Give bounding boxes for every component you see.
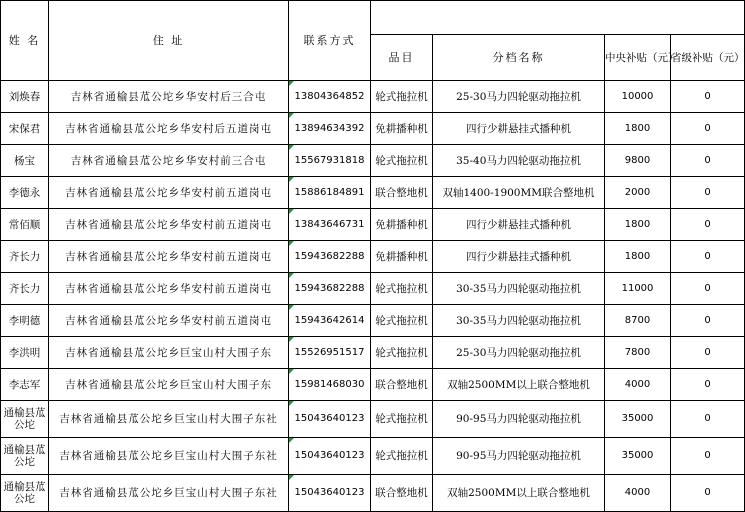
cell-phone — [289, 438, 371, 475]
cell-central: 7800 — [605, 337, 671, 369]
cell-model: 25-30马力四轮驱动拖拉机 — [433, 337, 605, 369]
phone-text: 15567931818 — [294, 154, 365, 166]
cell-phone — [289, 475, 371, 512]
cell-phone — [289, 337, 371, 369]
header-address: 住 址 — [49, 1, 289, 81]
cell-model: 90-95马力四轮驱动拖拉机 — [433, 438, 605, 475]
phone-text: 15043640123 — [294, 450, 365, 461]
cell-model: 双轴2500MM以上联合整地机 — [433, 475, 605, 512]
cell-address: 吉林省通榆县苽公坨乡华安村前三合屯 — [49, 145, 289, 177]
cell-model: 35-40马力四轮驱动拖拉机 — [433, 145, 605, 177]
cell-provincial: 0 — [671, 401, 745, 438]
cell-model: 25-30马力四轮驱动拖拉机 — [433, 81, 605, 113]
comment-marker-icon — [289, 241, 294, 246]
cell-name: 李志军 — [1, 369, 49, 401]
cell-provincial: 0 — [671, 337, 745, 369]
cell-phone — [289, 305, 371, 337]
cell-category: 轮式拖拉机 — [371, 401, 433, 438]
cell-address: 吉林省通榆县苽公坨乡巨宝山村大围子东 — [49, 337, 289, 369]
cell-address: 吉林省通榆县苽公坨乡华安村前五道岗屯 — [49, 209, 289, 241]
comment-marker-icon — [289, 438, 294, 443]
cell-address: 吉林省通榆县苽公坨乡华安村后五道岗屯 — [49, 113, 289, 145]
cell-central: 35000 — [605, 401, 671, 438]
cell-name: 通榆县苽公坨 — [1, 438, 49, 475]
cell-name: 通榆县苽公坨 — [1, 475, 49, 512]
cell-central: 1800 — [605, 241, 671, 273]
cell-central: 4000 — [605, 369, 671, 401]
comment-marker-icon — [289, 475, 294, 480]
cell-central: 35000 — [605, 438, 671, 475]
phone-text: 15043640123 — [294, 413, 365, 424]
header-provincial: 省级补贴（元） — [671, 35, 745, 81]
comment-marker-icon — [289, 145, 294, 150]
cell-central: 2000 — [605, 177, 671, 209]
phone-text: 15043640123 — [294, 487, 365, 498]
phone-text: 15943682288 — [294, 250, 365, 262]
cell-central: 11000 — [605, 273, 671, 305]
cell-name: 通榆县苽公坨 — [1, 401, 49, 438]
cell-phone — [289, 273, 371, 305]
cell-phone — [289, 369, 371, 401]
header-central: 中央补贴（元） — [605, 35, 671, 81]
table-row — [1, 337, 745, 369]
cell-address: 吉林省通榆县苽公坨乡巨宝山村大围子东社 — [49, 438, 289, 475]
cell-address: 吉林省通榆县苽公坨乡巨宝山村大围子东社 — [49, 475, 289, 512]
comment-marker-icon — [289, 81, 294, 86]
cell-central: 10000 — [605, 81, 671, 113]
phone-text: 15981468030 — [294, 378, 365, 390]
comment-marker-icon — [289, 305, 294, 310]
comment-marker-icon — [289, 113, 294, 118]
cell-central: 1800 — [605, 209, 671, 241]
cell-name: 齐长力 — [1, 241, 49, 273]
comment-marker-icon — [289, 369, 294, 374]
cell-provincial: 0 — [671, 81, 745, 113]
cell-provincial: 0 — [671, 369, 745, 401]
cell-category: 轮式拖拉机 — [371, 337, 433, 369]
cell-phone — [289, 241, 371, 273]
comment-marker-icon — [289, 209, 294, 214]
cell-category: 轮式拖拉机 — [371, 273, 433, 305]
table-row — [1, 177, 745, 209]
cell-phone — [289, 81, 371, 113]
cell-provincial: 0 — [671, 209, 745, 241]
comment-marker-icon — [289, 177, 294, 182]
cell-provincial: 0 — [671, 305, 745, 337]
cell-category: 轮式拖拉机 — [371, 438, 433, 475]
phone-text: 15526951517 — [294, 346, 365, 358]
comment-marker-icon — [289, 337, 294, 342]
cell-provincial: 0 — [671, 475, 745, 512]
cell-central: 9800 — [605, 145, 671, 177]
comment-marker-icon — [289, 273, 294, 278]
cell-model: 四行少耕悬挂式播种机 — [433, 113, 605, 145]
table-row — [1, 305, 745, 337]
cell-name: 李洪明 — [1, 337, 49, 369]
cell-category: 联合整地机 — [371, 177, 433, 209]
cell-model: 30-35马力四轮驱动拖拉机 — [433, 273, 605, 305]
table-row — [1, 401, 745, 438]
table-row — [1, 475, 745, 512]
cell-phone — [289, 209, 371, 241]
cell-model: 四行少耕悬挂式播种机 — [433, 209, 605, 241]
cell-central: 1800 — [605, 113, 671, 145]
header-row-top — [1, 1, 745, 35]
cell-model: 双轴2500MM以上联合整地机 — [433, 369, 605, 401]
cell-category: 免耕播种机 — [371, 209, 433, 241]
cell-address: 吉林省通榆县苽公坨乡华安村前五道岗屯 — [49, 273, 289, 305]
header-contact: 联系方式 — [289, 1, 371, 81]
cell-name: 刘焕春 — [1, 81, 49, 113]
header-category: 品目 — [371, 35, 433, 81]
cell-name: 李明德 — [1, 305, 49, 337]
cell-category: 轮式拖拉机 — [371, 81, 433, 113]
cell-provincial: 0 — [671, 145, 745, 177]
header-name: 姓 名 — [1, 1, 49, 81]
cell-model: 四行少耕悬挂式播种机 — [433, 241, 605, 273]
cell-category: 免耕播种机 — [371, 113, 433, 145]
phone-text: 15886184891 — [294, 186, 365, 198]
table-row — [1, 113, 745, 145]
cell-phone — [289, 177, 371, 209]
table-row — [1, 438, 745, 475]
table-row — [1, 81, 745, 113]
table-row — [1, 241, 745, 273]
table-row — [1, 145, 745, 177]
cell-provincial: 0 — [671, 113, 745, 145]
phone-text: 15943642614 — [294, 314, 365, 326]
cell-category: 联合整地机 — [371, 369, 433, 401]
cell-name: 杨宝 — [1, 145, 49, 177]
cell-category: 联合整地机 — [371, 475, 433, 512]
cell-address: 吉林省通榆县苽公坨乡华安村前五道岗屯 — [49, 305, 289, 337]
cell-address: 吉林省通榆县苽公坨乡华安村后三合屯 — [49, 81, 289, 113]
table-row — [1, 369, 745, 401]
cell-phone — [289, 401, 371, 438]
header-blank — [371, 1, 745, 35]
cell-central: 8700 — [605, 305, 671, 337]
header-model: 分档名称 — [433, 35, 605, 81]
cell-address: 吉林省通榆县苽公坨乡巨宝山村大围子东 — [49, 369, 289, 401]
cell-category: 轮式拖拉机 — [371, 145, 433, 177]
cell-name: 常佰顺 — [1, 209, 49, 241]
cell-address: 吉林省通榆县苽公坨乡华安村前五道岗屯 — [49, 241, 289, 273]
cell-address: 吉林省通榆县苽公坨乡华安村前五道岗屯 — [49, 177, 289, 209]
cell-name: 李德永 — [1, 177, 49, 209]
cell-provincial: 0 — [671, 241, 745, 273]
cell-model: 双轴1400-1900MM联合整地机 — [433, 177, 605, 209]
cell-model: 90-95马力四轮驱动拖拉机 — [433, 401, 605, 438]
table-row — [1, 209, 745, 241]
cell-name: 宋保君 — [1, 113, 49, 145]
cell-phone — [289, 145, 371, 177]
phone-text: 13804364852 — [294, 90, 365, 102]
cell-provincial: 0 — [671, 273, 745, 305]
phone-text: 13894634392 — [294, 122, 365, 134]
comment-marker-icon — [289, 401, 294, 406]
cell-central: 4000 — [605, 475, 671, 512]
cell-provincial: 0 — [671, 177, 745, 209]
cell-model: 30-35马力四轮驱动拖拉机 — [433, 305, 605, 337]
cell-phone — [289, 113, 371, 145]
cell-category: 轮式拖拉机 — [371, 305, 433, 337]
table-row — [1, 273, 745, 305]
cell-provincial: 0 — [671, 438, 745, 475]
cell-name: 齐长力 — [1, 273, 49, 305]
phone-text: 15943682288 — [294, 282, 365, 294]
cell-address: 吉林省通榆县苽公坨乡巨宝山村大围子东社 — [49, 401, 289, 438]
cell-category: 免耕播种机 — [371, 241, 433, 273]
phone-text: 13843646731 — [294, 218, 365, 230]
